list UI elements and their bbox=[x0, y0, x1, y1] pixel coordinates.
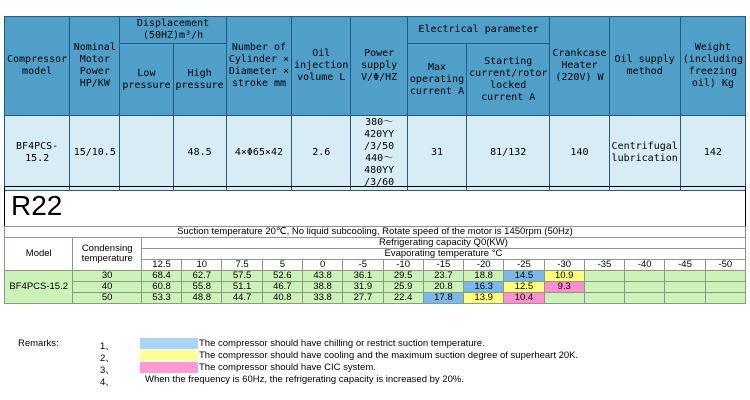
cell-capacity: 51.1 bbox=[222, 282, 262, 293]
header-oil-volume: Oil injection volume L bbox=[292, 17, 351, 116]
evap-temp-header: 10 bbox=[182, 260, 222, 271]
cell-capacity: 60.8 bbox=[141, 282, 181, 293]
evap-temp-header: -35 bbox=[584, 260, 624, 271]
cell-power: 15/10.5 bbox=[70, 116, 120, 191]
header-crankcase: Crankcase Heater (220V) W bbox=[550, 17, 609, 116]
remark-text: The compressor should have cooling and the maximum suction degree of superheart 20K. bbox=[199, 350, 579, 361]
header-condensing-temp: Condensing temperature bbox=[73, 238, 141, 271]
evap-temp-header: -25 bbox=[504, 260, 544, 271]
cell-capacity: 27.7 bbox=[343, 293, 383, 304]
cell-capacity: 14.5 bbox=[504, 271, 544, 282]
cell-capacity bbox=[665, 282, 705, 293]
evap-temp-header: -50 bbox=[705, 260, 745, 271]
cell-capacity: 13.9 bbox=[464, 293, 504, 304]
remark-color-swatch bbox=[140, 338, 198, 349]
cell-capacity: 40.8 bbox=[262, 293, 302, 304]
header-compressor-model: Compressor model bbox=[5, 17, 70, 116]
cell-capacity: 17.8 bbox=[423, 293, 463, 304]
refrigerant-title-box bbox=[4, 186, 746, 227]
header-high-pressure: High pressure bbox=[173, 44, 226, 116]
cell-crankcase: 140 bbox=[550, 116, 609, 191]
refrigerant-title: R22 bbox=[11, 190, 63, 221]
cell-capacity: 10.9 bbox=[544, 271, 584, 282]
evap-temp-header: 7.5 bbox=[222, 260, 262, 271]
cell-capacity: 12.5 bbox=[504, 282, 544, 293]
remark-color-swatch bbox=[140, 362, 198, 373]
cell-capacity: 44.7 bbox=[222, 293, 262, 304]
remark-number: 2、 bbox=[100, 353, 115, 364]
cell-capacity: 18.8 bbox=[464, 271, 504, 282]
cell-capacity: 62.7 bbox=[182, 271, 222, 282]
cell-high-pressure: 48.5 bbox=[173, 116, 226, 191]
evap-temp-header: -30 bbox=[544, 260, 584, 271]
remark-number: 4、 bbox=[100, 377, 115, 388]
cell-capacity bbox=[625, 271, 665, 282]
cell-oil-supply: Centrifugal lubrication bbox=[609, 116, 680, 191]
remark-row bbox=[18, 350, 738, 362]
cell-weight: 142 bbox=[680, 116, 745, 191]
evap-temp-header: 0 bbox=[302, 260, 342, 271]
header-nominal-power: Nominal Motor Power HP/KW bbox=[70, 17, 120, 116]
cell-capacity: 48.8 bbox=[182, 293, 222, 304]
header-oil-supply: Oil supply method bbox=[609, 17, 680, 116]
compressor-spec-table bbox=[4, 16, 746, 191]
remark-row bbox=[18, 374, 738, 386]
cell-capacity bbox=[665, 271, 705, 282]
cell-capacity: 29.5 bbox=[383, 271, 423, 282]
cell-capacity: 52.6 bbox=[262, 271, 302, 282]
remark-color-swatch bbox=[140, 350, 198, 361]
cell-capacity bbox=[665, 293, 705, 304]
cell-capacity: 55.8 bbox=[182, 282, 222, 293]
evap-temp-header: -20 bbox=[464, 260, 504, 271]
cell-capacity: 36.1 bbox=[343, 271, 383, 282]
cell-condensing-temp: 50 bbox=[73, 293, 141, 304]
evap-temp-header: -15 bbox=[423, 260, 463, 271]
cell-capacity: 9.3 bbox=[544, 282, 584, 293]
cell-capacity bbox=[705, 271, 745, 282]
cell-capacity bbox=[584, 282, 624, 293]
cell-capacity: 46.7 bbox=[262, 282, 302, 293]
evap-temp-header: 12.5 bbox=[141, 260, 181, 271]
cell-capacity: 16.3 bbox=[464, 282, 504, 293]
cell-capacity bbox=[705, 282, 745, 293]
remark-number: 1、 bbox=[100, 341, 115, 352]
table-row bbox=[5, 293, 746, 304]
evap-temp-header: -40 bbox=[625, 260, 665, 271]
cell-condensing-temp: 30 bbox=[73, 271, 141, 282]
cell-capacity: 38.8 bbox=[302, 282, 342, 293]
performance-table bbox=[4, 226, 746, 304]
cell-capacity: 10.4 bbox=[504, 293, 544, 304]
evap-temp-header: -45 bbox=[665, 260, 705, 271]
remark-number: 3、 bbox=[100, 365, 115, 376]
cell-starting-current: 81/132 bbox=[467, 116, 550, 191]
remark-text: The compressor should have chilling or restrict suction temperature. bbox=[199, 338, 485, 349]
header-power-supply: Power supply V/Φ/HZ bbox=[351, 17, 408, 116]
cell-capacity bbox=[584, 293, 624, 304]
cell-cylinders: 4×Φ65×42 bbox=[226, 116, 291, 191]
cell-capacity: 23.7 bbox=[423, 271, 463, 282]
evap-temp-header: -5 bbox=[343, 260, 383, 271]
remarks-label: Remarks: bbox=[18, 338, 59, 349]
remark-text: The compressor should have CIC system. bbox=[199, 362, 376, 373]
cell-capacity bbox=[625, 282, 665, 293]
performance-note: Suction temperature 20℃, No liquid subcooling, Rotate speed of the motor is 1450rpm (50Hz) bbox=[5, 227, 746, 238]
header-displacement: Displacement (50HZ)m³/h bbox=[120, 17, 226, 44]
cell-oil-volume: 2.6 bbox=[292, 116, 351, 191]
cell-capacity: 25.9 bbox=[383, 282, 423, 293]
cell-capacity: 22.4 bbox=[383, 293, 423, 304]
evap-temp-header: 5 bbox=[262, 260, 302, 271]
header-cylinders: Number of Cylinder × Diameter × stroke mm bbox=[226, 17, 291, 116]
cell-capacity bbox=[625, 293, 665, 304]
cell-capacity: 33.8 bbox=[302, 293, 342, 304]
cell-capacity: 68.4 bbox=[141, 271, 181, 282]
cell-condensing-temp: 40 bbox=[73, 282, 141, 293]
table-row bbox=[5, 271, 746, 282]
header-weight: Weight (including freezing oil) Kg bbox=[680, 17, 745, 116]
header-starting-current: Starting current/rotor locked current A bbox=[467, 44, 550, 116]
cell-capacity: 57.5 bbox=[222, 271, 262, 282]
cell-max-current: 31 bbox=[407, 116, 466, 191]
header-electrical: Electrical parameter bbox=[407, 17, 549, 44]
cell-capacity bbox=[584, 271, 624, 282]
cell-capacity: 53.3 bbox=[141, 293, 181, 304]
header-model: Model bbox=[5, 238, 73, 271]
cell-capacity: 43.8 bbox=[302, 271, 342, 282]
cell-power-supply: 380～420YY /3/50 440～480YY /3/60 bbox=[351, 116, 408, 191]
remark-text: When the frequency is 60Hz, the refrigerating capacity is increased by 20%. bbox=[145, 374, 464, 385]
header-max-current: Max operating current A bbox=[407, 44, 466, 116]
remarks-section bbox=[18, 338, 738, 386]
cell-model: BF4PCS-15.2 bbox=[5, 116, 70, 191]
cell-low-pressure bbox=[120, 116, 173, 191]
remark-row bbox=[18, 362, 738, 374]
evap-temp-header: -10 bbox=[383, 260, 423, 271]
table-row bbox=[5, 282, 746, 293]
cell-perf-model: BF4PCS-15.2 bbox=[5, 271, 73, 304]
header-evaporating-temp: Evaporating temperature °C bbox=[141, 249, 745, 260]
cell-capacity: 31.9 bbox=[343, 282, 383, 293]
cell-capacity bbox=[544, 293, 584, 304]
cell-capacity bbox=[705, 293, 745, 304]
cell-capacity: 20.8 bbox=[423, 282, 463, 293]
header-low-pressure: Low pressure bbox=[120, 44, 173, 116]
header-refrigerating-capacity: Refrigerating capacity Q0(KW) bbox=[141, 238, 745, 249]
remark-row bbox=[18, 338, 738, 350]
